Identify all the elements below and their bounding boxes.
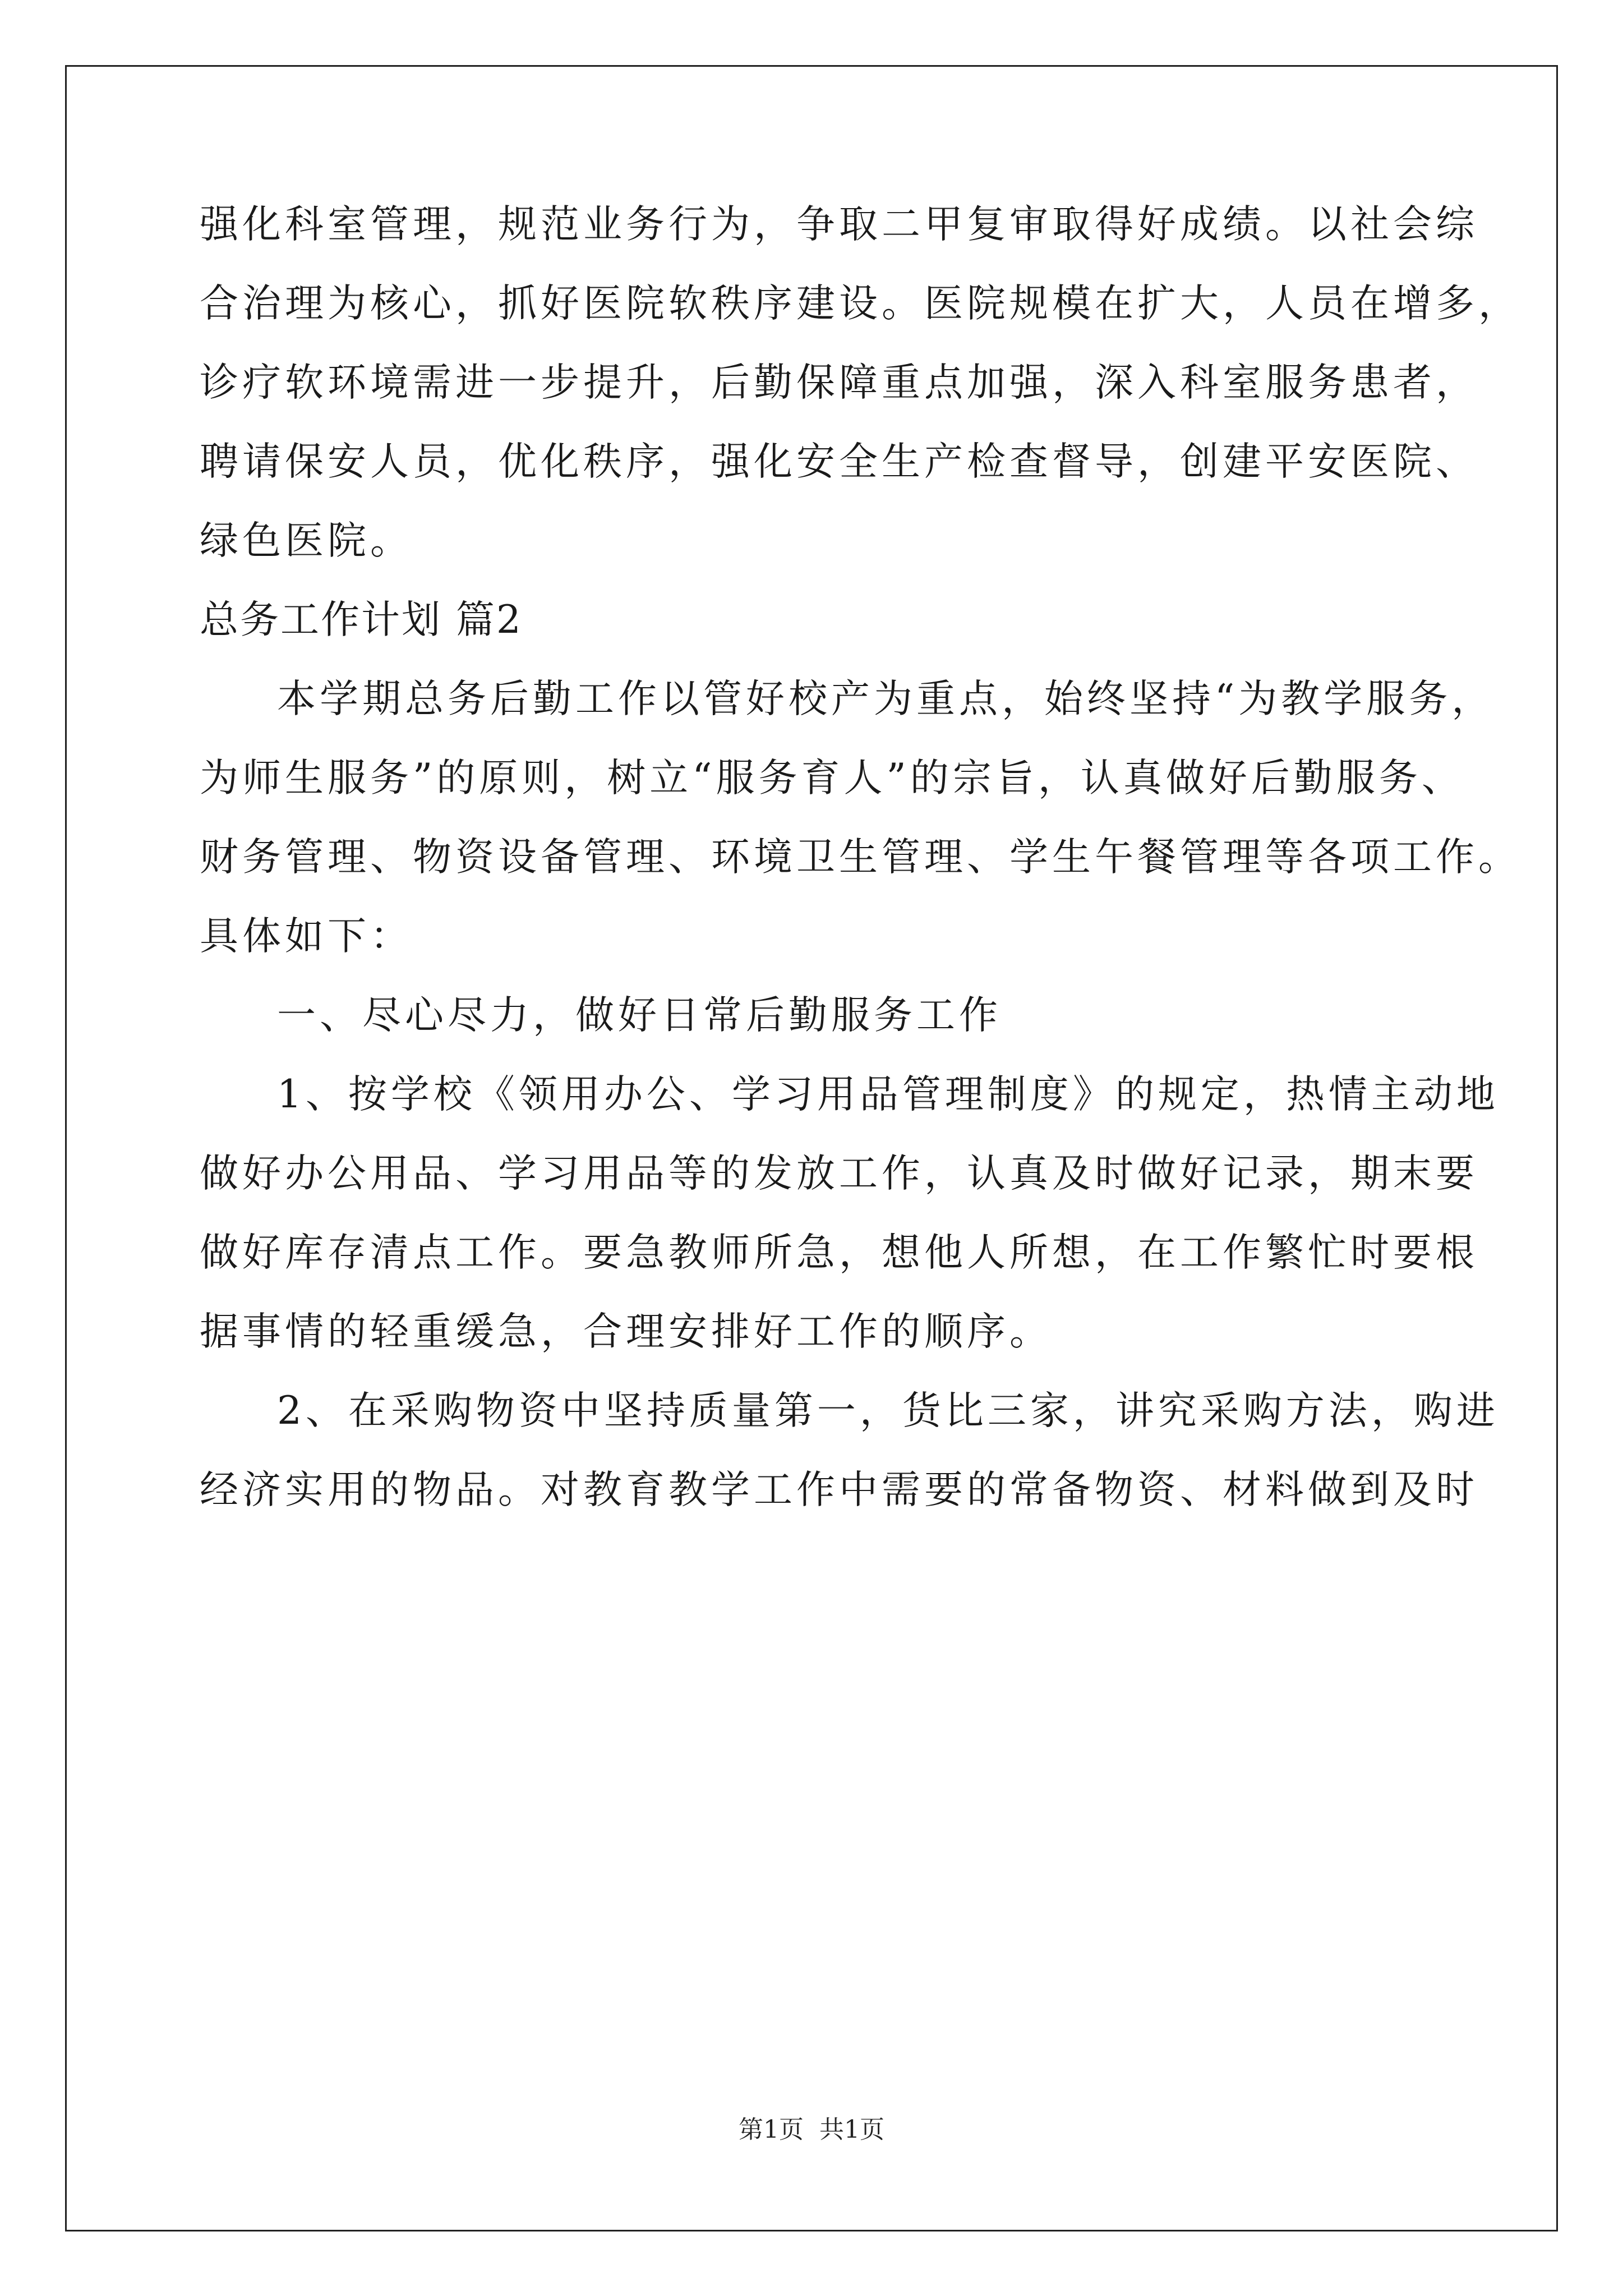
paragraph-line: 财务管理、物资设备管理、环境卫生管理、学生午餐管理等各项工作。: [200, 835, 1521, 880]
paragraph-line: 据事情的轻重缓急，合理安排好工作的顺序。: [200, 1309, 1052, 1354]
paragraph-line: 经济实用的物品。对教育教学工作中需要的常备物资、材料做到及时: [200, 1467, 1478, 1512]
paragraph-line: 2、在采购物资中坚持质量第一，货比三家，讲究采购方法，购进: [277, 1388, 1499, 1433]
subsection-heading: 一、尽心尽力，做好日常后勤服务工作: [277, 993, 1002, 1038]
paragraph-line: 做好库存清点工作。要急教师所急，想他人所想，在工作繁忙时要根: [200, 1230, 1478, 1275]
paragraph-line: 绿色医院。: [200, 518, 413, 563]
paragraph-line: 做好办公用品、学习用品等的发放工作，认真及时做好记录，期末要: [200, 1151, 1478, 1196]
paragraph-line: 本学期总务后勤工作以管好校产为重点，始终坚持“为教学服务，: [277, 677, 1495, 721]
page-footer: 第1页 共1页: [739, 2115, 884, 2144]
section-heading: 总务工作计划 篇2: [200, 597, 523, 642]
paragraph-line: 1、按学校《领用办公、学习用品管理制度》的规定，热情主动地: [277, 1072, 1499, 1117]
paragraph-line: 具体如下：: [200, 914, 413, 959]
paragraph-line: 聘请保安人员，优化秩序，强化安全生产检查督导，创建平安医院、: [200, 439, 1478, 484]
paragraph-line: 强化科室管理，规范业务行为，争取二甲复审取得好成绩。以社会综: [200, 202, 1478, 247]
paragraph-line: 合治理为核心，抓好医院软秩序建设。医院规模在扩大，人员在增多，: [200, 281, 1521, 326]
paragraph-line: 诊疗软环境需进一步提升，后勤保障重点加强，深入科室服务患者，: [200, 360, 1478, 405]
paragraph-line: 为师生服务”的原则，树立“服务育人”的宗旨，认真做好后勤服务、: [200, 756, 1464, 800]
